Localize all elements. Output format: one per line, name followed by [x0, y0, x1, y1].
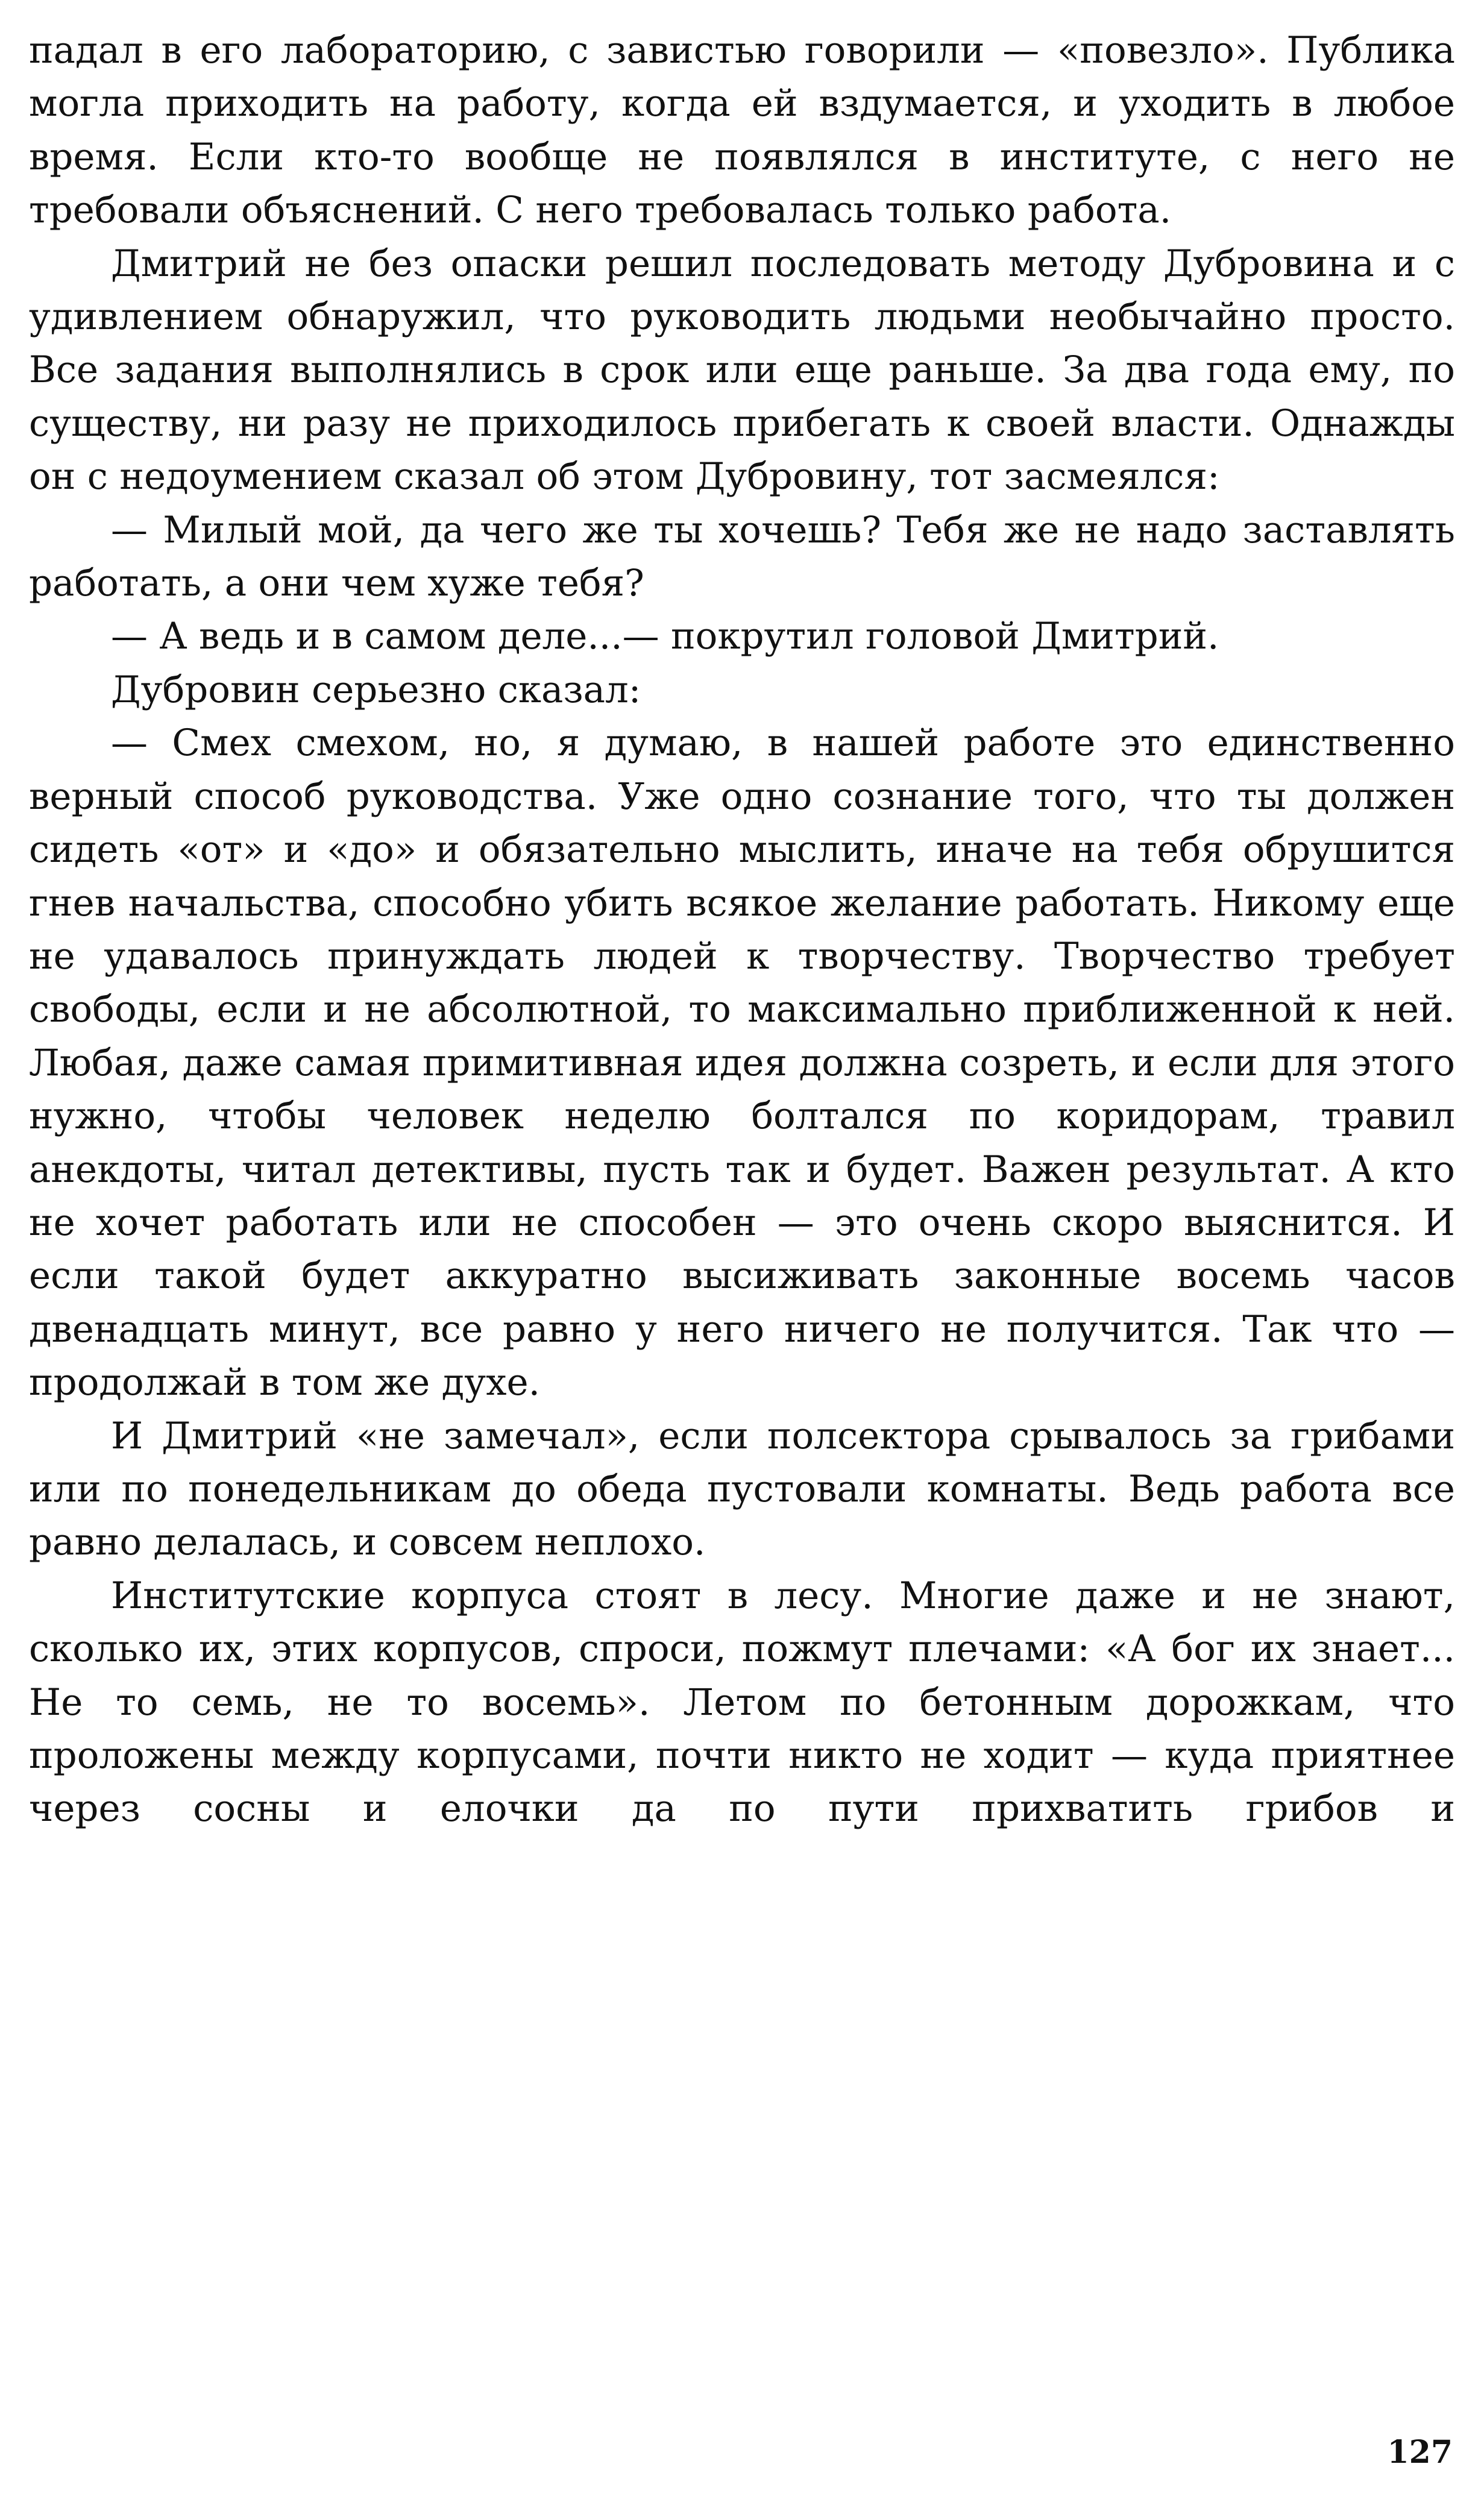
paragraph-3: — Милый мой, да чего же ты хочешь? Тебя же не надо заставлять работать, а они чем хуже тебя? [29, 508, 1455, 605]
paragraph-1: падал в его лабораторию, с завистью говорили — «повезло». Публика могла приходить на работу, когда ей вздумается, и уходить в любое время. Если кто-то вообще не появлялся в институте, с него не требовали объяснений. С него требовалась только работа. [29, 29, 1455, 232]
paragraph-7: И Дмитрий «не замечал», если полсектора срывалось за грибами или по понедельникам до обеда пустовали комнаты. Ведь работа все равно делалась, и совсем неплохо. [29, 1414, 1455, 1564]
page-number: 127 [1387, 2434, 1453, 2471]
body-text [29, 24, 1455, 1836]
paragraph-6: — Смех смехом, но, я думаю, в нашей работе это единственно верный способ руководства. Уже одно сознание того, что ты должен сидеть «от» и «до» и обязательно мыслить, иначе на тебя обрушится гнев начальства, способно убить всякое желание работать. Никому еще не удавалось принуждать людей к творчеству. Творчество требует свободы, если и не абсолютной, то максимально приближенной к ней. Любая, даже самая примитивная идея должна созреть, и если для этого нужно, чтобы человек неделю болтался по коридорам, травил анекдоты, читал детективы, пусть так и будет. Важен результат. А кто не хочет работать или не способен — это очень скоро выяснится. И если такой будет аккуратно высиживать законные восемь часов двенадцать минут, все равно у него ничего не получится. Так что — продолжай в том же духе. [29, 721, 1455, 1404]
paragraph-8: Институтские корпуса стоят в лесу. Многие даже и не знают, сколько их, этих корпусов, спроси, пожмут плечами: «А бог их знает... Не то семь, не то восемь». Летом по бетонным дорожкам, что проложены между корпусами, почти никто не ходит — куда приятнее через сосны и елочки да по пути прихватить грибов и [29, 1574, 1455, 1831]
paragraph-4: — А ведь и в самом деле...— покрутил головой Дмитрий. [111, 615, 1219, 658]
paragraph-5: Дубровин серьезно сказал: [111, 668, 641, 711]
paragraph-2: Дмитрий не без опаски решил последовать методу Дубровина и с удивлением обнаружил, что руководить людьми необычайно просто. Все задания выполнялись в срок или еще раньше. За два года ему, по существу, ни разу не приходилось прибегать к своей власти. Однажды он с недоумением сказал об этом Дубровину, тот засмеялся: [29, 242, 1455, 498]
